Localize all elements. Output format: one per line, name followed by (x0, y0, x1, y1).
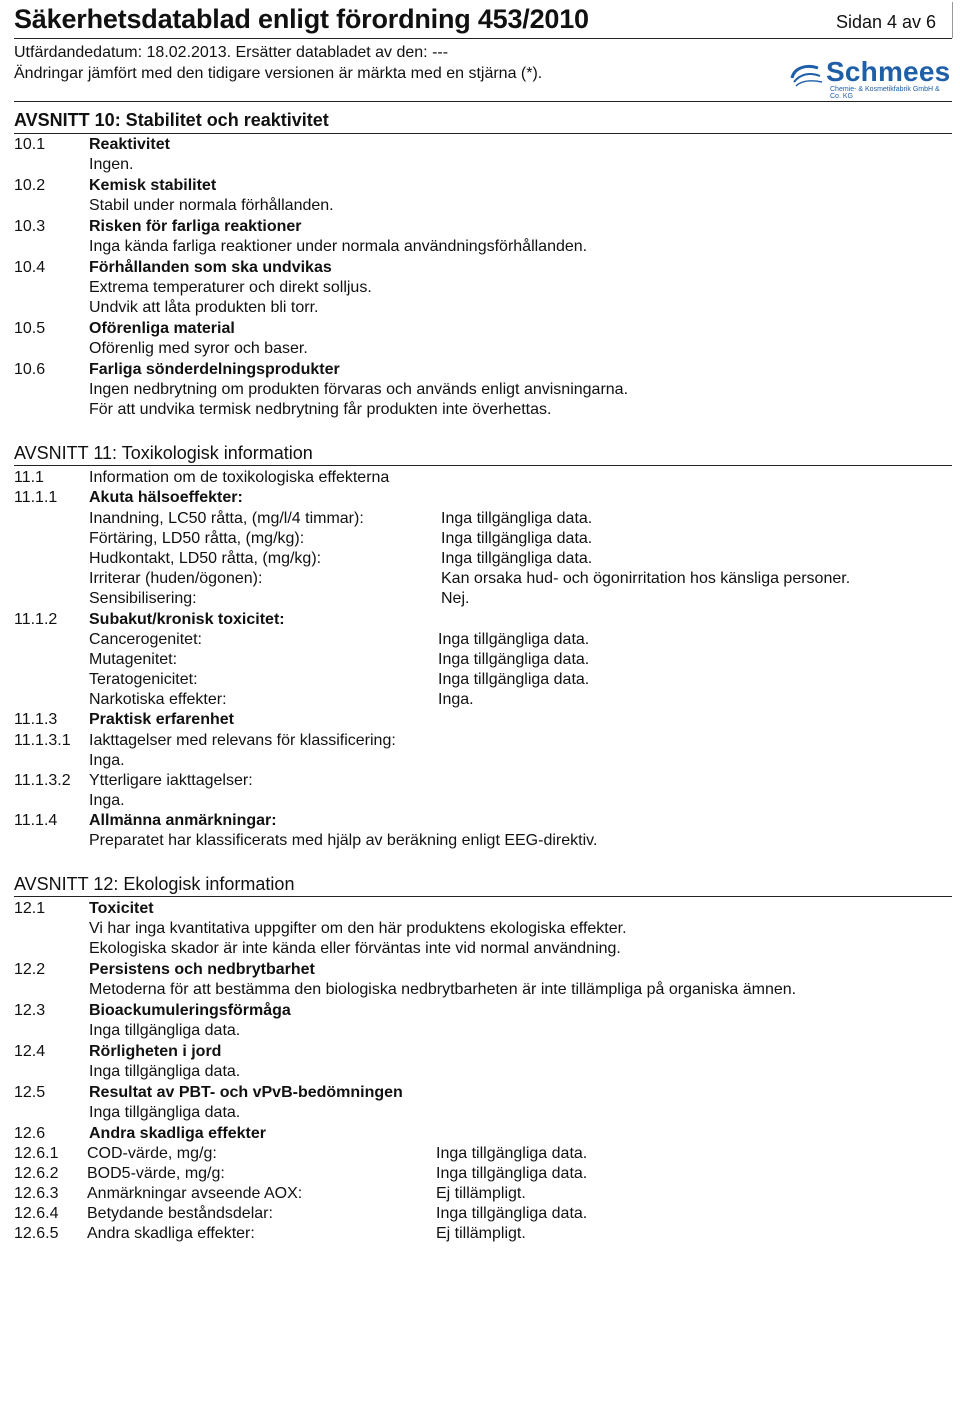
logo-subtitle: Chemie- & Kosmetikfabrik GmbH & Co. KG (830, 86, 940, 100)
other-effect-number: 12.6.1 (14, 1145, 59, 1162)
s12-5-heading: Resultat av PBT- och vPvB-bedömningen (89, 1084, 403, 1101)
other-effect-value: Inga tillgängliga data. (436, 1165, 588, 1182)
s10-1-heading: Reaktivitet (89, 136, 170, 153)
other-effect-number: 12.6.2 (14, 1165, 59, 1182)
acute-value: Inga tillgängliga data. (441, 550, 593, 567)
s12-1-heading: Toxicitet (89, 900, 154, 917)
acute-value: Inga tillgängliga data. (441, 510, 593, 527)
chronic-label: Teratogenicitet: (89, 671, 198, 688)
s11-1-4-text: Preparatet har klassificerats med hjälp av beräkning enligt EEG-direktiv. (89, 832, 598, 849)
acute-label: Förtäring, LD50 råtta, (mg/kg): (89, 530, 305, 547)
s10-4-text-b: Undvik att låta produkten bli torr. (89, 299, 319, 316)
s11-1-4-number: 11.1.4 (14, 812, 58, 829)
s10-3-text: Inga kända farliga reaktioner under normala användningsförhållanden. (89, 238, 588, 255)
chronic-value: Inga tillgängliga data. (438, 671, 590, 688)
acute-value: Nej. (441, 590, 470, 607)
s10-5-text: Oförenlig med syror och baser. (89, 340, 308, 357)
s12-4-text: Inga tillgängliga data. (89, 1063, 241, 1080)
s12-5-text: Inga tillgängliga data. (89, 1104, 241, 1121)
section-10-rule (14, 133, 952, 134)
s11-1-1-heading: Akuta hälsoeffekter: (89, 489, 243, 506)
logo-swirl-icon (788, 60, 824, 90)
s12-3-number: 12.3 (14, 1002, 46, 1019)
header-bottom-rule (14, 101, 952, 102)
section-10-title: AVSNITT 10: Stabilitet och reaktivitet (14, 110, 329, 130)
s11-1-heading: Information om de toxikologiska effekterna (89, 469, 390, 486)
s12-1-text-b: Ekologiska skador är inte kända eller förväntas inte vid normal användning. (89, 940, 621, 957)
s10-6-text-a: Ingen nedbrytning om produkten förvaras och används enligt anvisningarna. (89, 381, 629, 398)
header-rule (14, 38, 952, 39)
s11-1-2-number: 11.1.2 (14, 611, 58, 628)
acute-label: Sensibilisering: (89, 590, 197, 607)
chronic-label: Narkotiska effekter: (89, 691, 227, 708)
acute-value: Kan orsaka hud- och ögonirritation hos känsliga personer. (441, 570, 851, 587)
section-12-title: AVSNITT 12: Ekologisk information (14, 874, 295, 894)
s11-1-2-heading: Subakut/kronisk toxicitet: (89, 611, 285, 628)
acute-label: Irriterar (huden/ögonen): (89, 570, 263, 587)
s10-1-number: 10.1 (14, 136, 46, 153)
acute-label: Hudkontakt, LD50 råtta, (mg/kg): (89, 550, 322, 567)
s11-1-3-2-heading: Ytterligare iakttagelser: (89, 772, 253, 789)
other-effect-value: Inga tillgängliga data. (436, 1145, 588, 1162)
section-11-rule (14, 465, 952, 466)
s10-4-number: 10.4 (14, 259, 46, 276)
s10-2-text: Stabil under normala förhållanden. (89, 197, 334, 214)
chronic-label: Cancerogenitet: (89, 631, 202, 648)
acute-value: Inga tillgängliga data. (441, 530, 593, 547)
other-effect-label: BOD5-värde, mg/g: (87, 1165, 225, 1182)
s11-1-3-heading: Praktisk erfarenhet (89, 711, 234, 728)
s11-1-number: 11.1 (14, 469, 44, 486)
s11-1-3-1-text: Inga. (89, 752, 125, 769)
document-title: Säkerhetsdatablad enligt förordning 453/2010 (14, 4, 589, 34)
page-edge (952, 2, 959, 38)
s12-1-number: 12.1 (14, 900, 46, 917)
other-effect-label: Andra skadliga effekter: (87, 1225, 255, 1242)
s12-3-heading: Bioackumuleringsförmåga (89, 1002, 291, 1019)
chronic-value: Inga tillgängliga data. (438, 651, 590, 668)
chronic-value: Inga. (438, 691, 474, 708)
s10-2-number: 10.2 (14, 177, 46, 194)
s11-1-3-number: 11.1.3 (14, 711, 58, 728)
s10-6-text-b: För att undvika termisk nedbrytning får produkten inte överhettas. (89, 401, 552, 418)
issue-date: Utfärdandedatum: 18.02.2013. Ersätter databladet av den: --- (14, 44, 449, 61)
s10-6-heading: Farliga sönderdelningsprodukter (89, 361, 340, 378)
chronic-label: Mutagenitet: (89, 651, 178, 668)
page-number: Sidan 4 av 6 (836, 12, 937, 32)
s12-1-text-a: Vi har inga kvantitativa uppgifter om den här produktens ekologiska effekter. (89, 920, 627, 937)
s12-3-text: Inga tillgängliga data. (89, 1022, 241, 1039)
changes-note: Ändringar jämfört med den tidigare versionen är märkta med en stjärna (*). (14, 65, 543, 82)
other-effect-number: 12.6.5 (14, 1225, 59, 1242)
other-effect-number: 12.6.3 (14, 1185, 59, 1202)
other-effect-number: 12.6.4 (14, 1205, 59, 1222)
s11-1-3-2-number: 11.1.3.2 (14, 772, 71, 789)
s11-1-3-1-heading: Iakttagelser med relevans för klassificering: (89, 732, 396, 749)
logo-name: Schmees (826, 56, 951, 87)
s10-3-number: 10.3 (14, 218, 46, 235)
other-effect-value: Inga tillgängliga data. (436, 1205, 588, 1222)
acute-label: Inandning, LC50 råtta, (mg/l/4 timmar): (89, 510, 364, 527)
s11-1-4-heading: Allmänna anmärkningar: (89, 812, 277, 829)
other-effect-value: Ej tillämpligt. (436, 1185, 526, 1202)
s12-2-heading: Persistens och nedbrytbarhet (89, 961, 315, 978)
chronic-value: Inga tillgängliga data. (438, 631, 590, 648)
s12-6-heading: Andra skadliga effekter (89, 1125, 266, 1142)
s10-4-heading: Förhållanden som ska undvikas (89, 259, 332, 276)
other-effect-label: Betydande beståndsdelar: (87, 1205, 273, 1222)
s11-1-3-2-text: Inga. (89, 792, 125, 809)
other-effect-label: Anmärkningar avseende AOX: (87, 1185, 303, 1202)
s12-2-number: 12.2 (14, 961, 46, 978)
s12-5-number: 12.5 (14, 1084, 46, 1101)
other-effect-label: COD-värde, mg/g: (87, 1145, 217, 1162)
s10-6-number: 10.6 (14, 361, 46, 378)
s11-1-1-number: 11.1.1 (14, 489, 58, 506)
s11-1-3-1-number: 11.1.3.1 (14, 732, 71, 749)
s12-4-heading: Rörligheten i jord (89, 1043, 222, 1060)
company-logo (788, 56, 951, 100)
s10-4-text-a: Extrema temperaturer och direkt solljus. (89, 279, 372, 296)
section-11-title: AVSNITT 11: Toxikologisk information (14, 443, 313, 463)
s10-5-heading: Oförenliga material (89, 320, 235, 337)
s10-3-heading: Risken för farliga reaktioner (89, 218, 302, 235)
s12-4-number: 12.4 (14, 1043, 46, 1060)
s12-6-number: 12.6 (14, 1125, 46, 1142)
s10-1-text: Ingen. (89, 156, 134, 173)
other-effect-value: Ej tillämpligt. (436, 1225, 526, 1242)
section-12-rule (14, 896, 952, 897)
s12-2-text: Metoderna för att bestämma den biologiska nedbrytbarheten är inte tillämpliga på organiska ämnen. (89, 981, 797, 998)
s10-5-number: 10.5 (14, 320, 46, 337)
s10-2-heading: Kemisk stabilitet (89, 177, 217, 194)
